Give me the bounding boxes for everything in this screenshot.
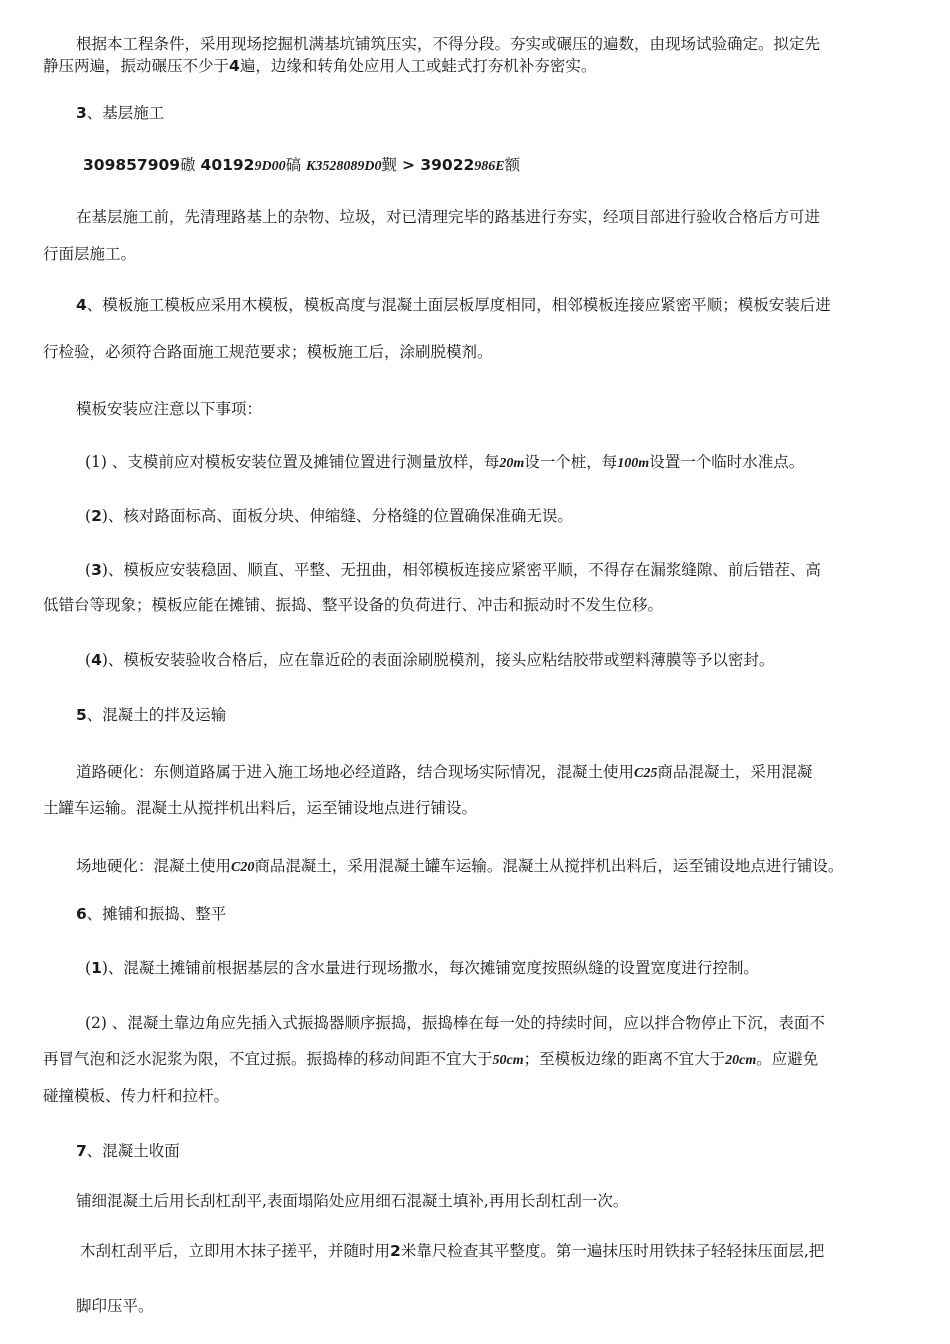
paragraph-line: 木刮杠刮平后，立即用木抹子搓平，并随时用2米靠尺检查其平整度。第一遍抹压时用铁抹子轻轻抹压面层,把 <box>80 1242 825 1260</box>
list-item: (2) 、混凝土靠边角应先插入式振捣器顺序振捣，振捣棒在每一处的持续时间，应以拌合物停止下沉，表面不 <box>85 1014 825 1032</box>
paragraph-line: 碰撞模板、传力杆和拉杆。 <box>43 1087 230 1105</box>
paragraph-line: 再冒气泡和泛水泥浆为限，不宜过振。振捣棒的移动间距不宜大于50cm；至模板边缘的距离不宜大于20cm。应避免 <box>43 1050 819 1068</box>
paragraph-line: 土罐车运输。混凝土从搅拌机出料后，运至铺设地点进行铺设。 <box>43 799 478 817</box>
section-heading-3: 3、基层施工 <box>76 104 165 122</box>
paragraph-line: 在基层施工前，先清理路基上的杂物、垃圾，对已清理完毕的路基进行夯实，经项目部进行验收合格后方可进 <box>76 208 821 226</box>
section-heading-6: 6、摊铺和振捣、整平 <box>76 905 227 923</box>
paragraph-line: 模板安装应注意以下事项： <box>76 400 263 418</box>
paragraph-line: 行面层施工。 <box>43 245 137 263</box>
paragraph-line: 根据本工程条件，采用现场挖掘机满基坑铺筑压实，不得分段。夯实或碾压的遍数，由现场试验确定。拟定先 <box>76 35 821 53</box>
paragraph-line: 行检验，必须符合路面施工规范要求；模板施工后，涂刷脱模剂。 <box>43 343 493 361</box>
garbled-line: 309857909磝 401929D00碻 K3528089D0觐 > 39022986E额 <box>83 156 521 174</box>
section-heading-7: 7、混凝土收面 <box>76 1142 180 1160</box>
list-item: (3)、模板应安装稳固、顺直、平整、无扭曲，相邻模板连接应紧密平顺，不得存在漏浆缝隙、前后错茬、高 <box>85 561 821 579</box>
list-item: (4)、模板安装验收合格后，应在靠近砼的表面涂刷脱模剂，接头应粘结胶带或塑料薄膜等予以密封。 <box>85 651 775 669</box>
paragraph-line: 低错台等现象；模板应能在摊铺、振捣、整平设备的负荷进行、冲击和振动时不发生位移。 <box>43 596 664 614</box>
paragraph-line: 铺细混凝土后用长刮杠刮平,表面塌陷处应用细石混凝土填补,再用长刮杠刮一次。 <box>76 1192 629 1210</box>
paragraph-line: 4、模板施工模板应采用木模板，模板高度与混凝土面层板厚度相同，相邻模板连接应紧密平顺；模板安装后进 <box>76 296 831 314</box>
list-item: (1)、混凝土摊铺前根据基层的含水量进行现场撒水，每次摊铺宽度按照纵缝的设置宽度进行控制。 <box>85 959 759 977</box>
paragraph-line: 脚印压平。 <box>76 1297 154 1315</box>
paragraph-line: 道路硬化：东侧道路属于进入施工场地必经道路，结合现场实际情况，混凝土使用C25商品混凝土，采用混凝 <box>76 763 813 781</box>
paragraph-line: 静压两遍，振动碾压不少于4遍，边缘和转角处应用人工或蛙式打夯机补夯密实。 <box>43 57 597 75</box>
paragraph-line: 场地硬化：混凝土使用C20商品混凝土，采用混凝土罐车运输。混凝土从搅拌机出料后，运至铺设地点进行铺设。 <box>76 857 844 875</box>
list-item: (2)、核对路面标高、面板分块、伸缩缝、分格缝的位置确保准确无误。 <box>85 507 573 525</box>
section-heading-5: 5、混凝土的拌及运输 <box>76 706 227 724</box>
list-item: (1) 、支模前应对模板安装位置及摊铺位置进行测量放样，每20m设一个桩，每100m设置一个临时水准点。 <box>85 453 805 471</box>
